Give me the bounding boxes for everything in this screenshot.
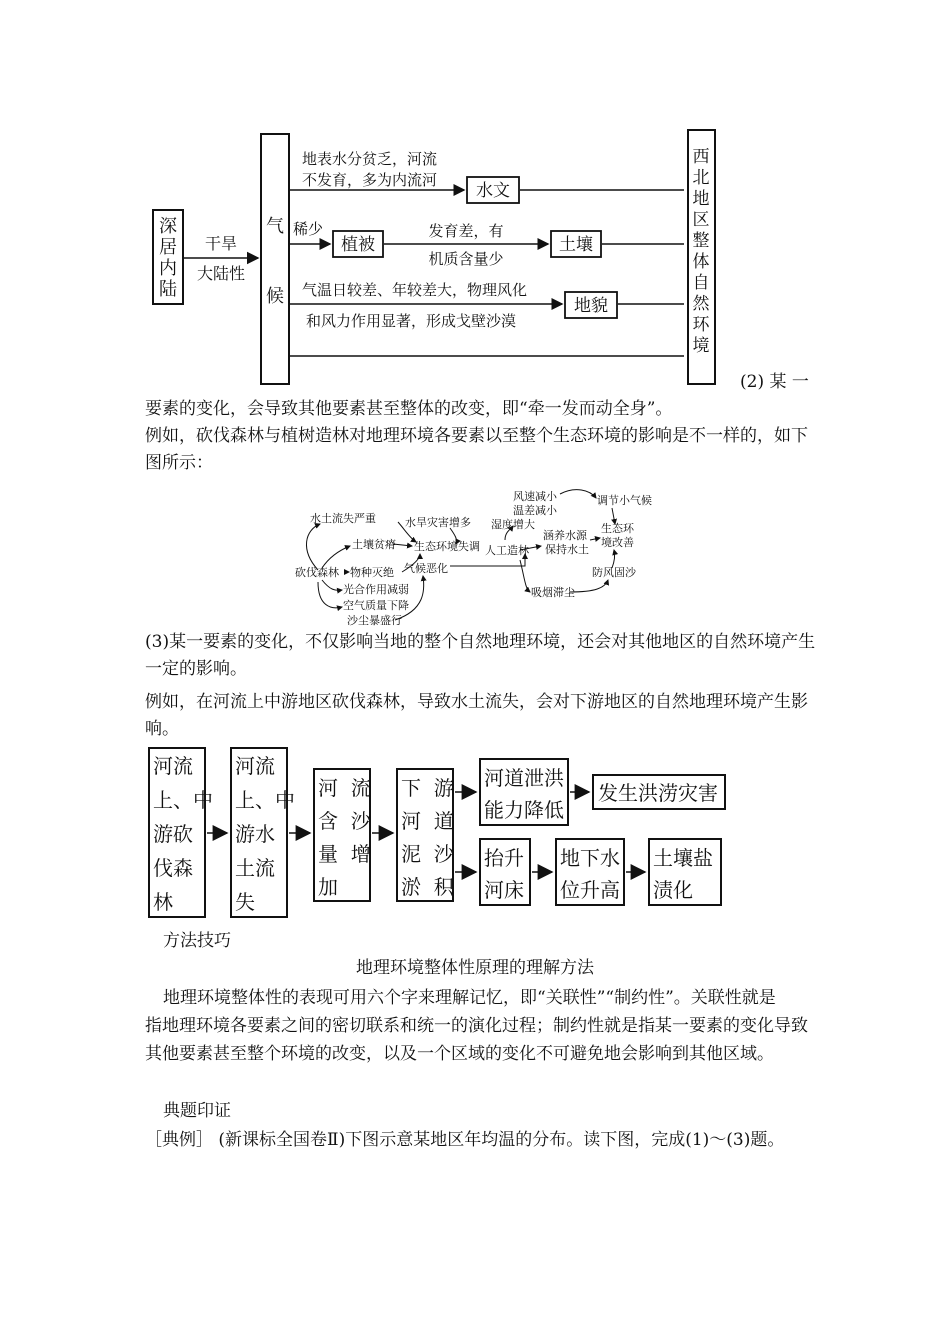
example-heading: 典题印证 (163, 1101, 231, 1121)
box3-line-1: 河 流 (318, 776, 371, 800)
label-species-extinct: 物种灭绝 (350, 566, 394, 579)
box1-line-3: 游砍 (153, 822, 193, 846)
deep-inland-char-1: 深 (159, 216, 177, 237)
method-para-line-1: 地理环境整体性的表现可用六个字来理解记忆，即“关联性”“制约性”。关联性就是 (163, 988, 776, 1008)
river-chain-diagram (0, 745, 950, 920)
northwest-environment-diagram (0, 0, 950, 400)
paragraph-2-example-line-1: 例如，砍伐森林与植树造林对地理环境各要素以至整个生态环境的影响是不一样的，如下 (145, 426, 808, 446)
forest-impact-diagram (0, 480, 950, 630)
box9-line-2: 渍化 (653, 878, 693, 902)
box9-line-1: 土壤盐 (653, 846, 713, 870)
sparse-label: 稀少 (293, 220, 324, 238)
label-deforest: 砍伐森林 (295, 566, 339, 579)
soil-label: 土壤 (559, 235, 593, 255)
label-sandstorm: 沙尘暴盛行 (347, 614, 402, 627)
region-char-4: 区 (692, 210, 710, 230)
vegetation-label: 植被 (341, 235, 375, 255)
paragraph-2-line-1: 要素的变化，会导致其他要素甚至整体的改变，即“牵一发而动全身”。 (145, 399, 673, 419)
label-soil-poor: 土壤贫瘠 (352, 538, 396, 551)
box3-line-2: 含 沙 (318, 809, 371, 833)
box2-line-3: 游水 (235, 822, 275, 846)
method-title: 地理环境整体性原理的理解方法 (356, 958, 594, 978)
box1-line-5: 林 (153, 890, 173, 914)
paragraph-3-line-1: (3)某一要素的变化，不仅影响当地的整个自然地理环境，还会对其他地区的自然环境产生 (145, 632, 816, 652)
label-soil-erosion: 水土流失严重 (310, 512, 376, 525)
method-para-line-3: 其他要素甚至整个环境的改变，以及一个区域的变化不可避免地会影响到其他区域。 (145, 1044, 774, 1064)
climate-char-1: 气 (266, 216, 284, 237)
region-char-10: 境 (692, 336, 710, 356)
deep-inland-char-3: 内 (159, 258, 177, 279)
label-photo-weak: 光合作用减弱 (343, 583, 409, 596)
region-char-7: 自 (692, 273, 710, 293)
region-char-2: 北 (692, 168, 710, 188)
example-question: ［典例］ (新课标全国卷Ⅱ)下图示意某地区年均温的分布。读下图，完成(1)～(3)题。 (145, 1130, 785, 1150)
paragraph-3-example-line-2: 响。 (145, 719, 179, 739)
box5-line-1: 河道泄洪 (484, 766, 564, 790)
region-char-5: 整 (692, 231, 710, 251)
paragraph-2-example-line-2: 图所示： (145, 453, 213, 473)
method-para-line-2: 指地理环境各要素之间的密切联系和统一的演化过程；制约性就是指某一要素的变化导致 (145, 1016, 808, 1036)
box2-line-4: 土流 (235, 856, 275, 880)
box2-line-5: 失 (235, 890, 255, 914)
label-eco-improve-2: 境改善 (601, 536, 634, 549)
box8-line-1: 地下水 (560, 846, 620, 870)
deep-inland-char-4: 陆 (159, 279, 177, 300)
box7-line-1: 抬升 (484, 846, 524, 870)
label-microclimate: 调节小气候 (597, 494, 652, 507)
paragraph-3-example-line-1: 例如，在河流上中游地区砍伐森林，导致水土流失，会对下游地区的自然地理环境产生影 (145, 692, 808, 712)
box6-text: 发生洪涝灾害 (598, 781, 718, 805)
label-keep-soil: 保持水土 (545, 543, 589, 556)
label-water-source: 涵养水源 (543, 529, 587, 542)
label-afforest: 人工造林 (485, 544, 529, 557)
arrow-label-continental: 大陆性 (196, 264, 246, 283)
label-eco-improve-1: 生态环 (601, 522, 634, 535)
paragraph-2-lead: (2) 某 一 (740, 372, 809, 392)
label-climate-worse: 气候恶化 (404, 562, 448, 575)
box4-line-4: 淤 积 (401, 875, 454, 899)
row1-text-2: 不发育，多为内流河 (302, 171, 438, 189)
arrow-label-arid: 干旱 (204, 234, 238, 253)
row3-text-top: 气温日较差、年较差大，物理风化 (302, 281, 528, 299)
label-air-drop: 空气质量下降 (343, 599, 409, 612)
label-eco-imbalance: 生态环境失调 (414, 540, 480, 553)
label-dust: 吸烟滞尘 (531, 586, 575, 599)
box1-line-2: 上、中 (153, 788, 213, 812)
box7-line-2: 河床 (484, 878, 524, 902)
box1-line-1: 河流 (153, 754, 193, 778)
box2-line-1: 河流 (235, 754, 275, 778)
row2-text-bottom: 机质含量少 (428, 250, 504, 268)
hydrology-label: 水文 (476, 181, 510, 201)
label-wind-down: 风速减小 (513, 490, 557, 503)
label-sand-fix: 防风固沙 (592, 566, 636, 579)
row2-text-top: 发育差，有 (428, 222, 504, 240)
region-char-9: 环 (692, 315, 710, 335)
region-char-3: 地 (692, 189, 710, 209)
deep-inland-char-2: 居 (159, 237, 177, 258)
box5-line-2: 能力降低 (484, 798, 564, 822)
label-temp-diff-down: 温差减小 (513, 504, 557, 517)
box4-line-2: 河 道 (401, 809, 454, 833)
box4-line-3: 泥 沙 (401, 842, 454, 866)
box3-line-4: 加 (318, 875, 338, 899)
label-humidity-up: 湿度增大 (491, 518, 535, 531)
box3-line-3: 量 增 (318, 842, 371, 866)
row1-text-1: 地表水分贫乏，河流 (302, 150, 438, 168)
landform-label: 地貌 (574, 296, 608, 316)
region-char-1: 西 (692, 147, 710, 167)
box4-line-1: 下 游 (401, 776, 454, 800)
method-heading: 方法技巧 (163, 931, 231, 951)
box8-line-2: 位升高 (560, 878, 620, 902)
paragraph-3-line-2: 一定的影响。 (145, 659, 247, 679)
region-char-8: 然 (692, 294, 710, 314)
region-char-6: 体 (692, 252, 710, 272)
box1-line-4: 伐森 (153, 856, 193, 880)
row3-text-bottom: 和风力作用显著，形成戈壁沙漠 (306, 312, 517, 330)
label-drought-flood: 水旱灾害增多 (405, 516, 471, 529)
box2-line-2: 上、中 (235, 788, 295, 812)
climate-char-2: 候 (266, 286, 284, 307)
